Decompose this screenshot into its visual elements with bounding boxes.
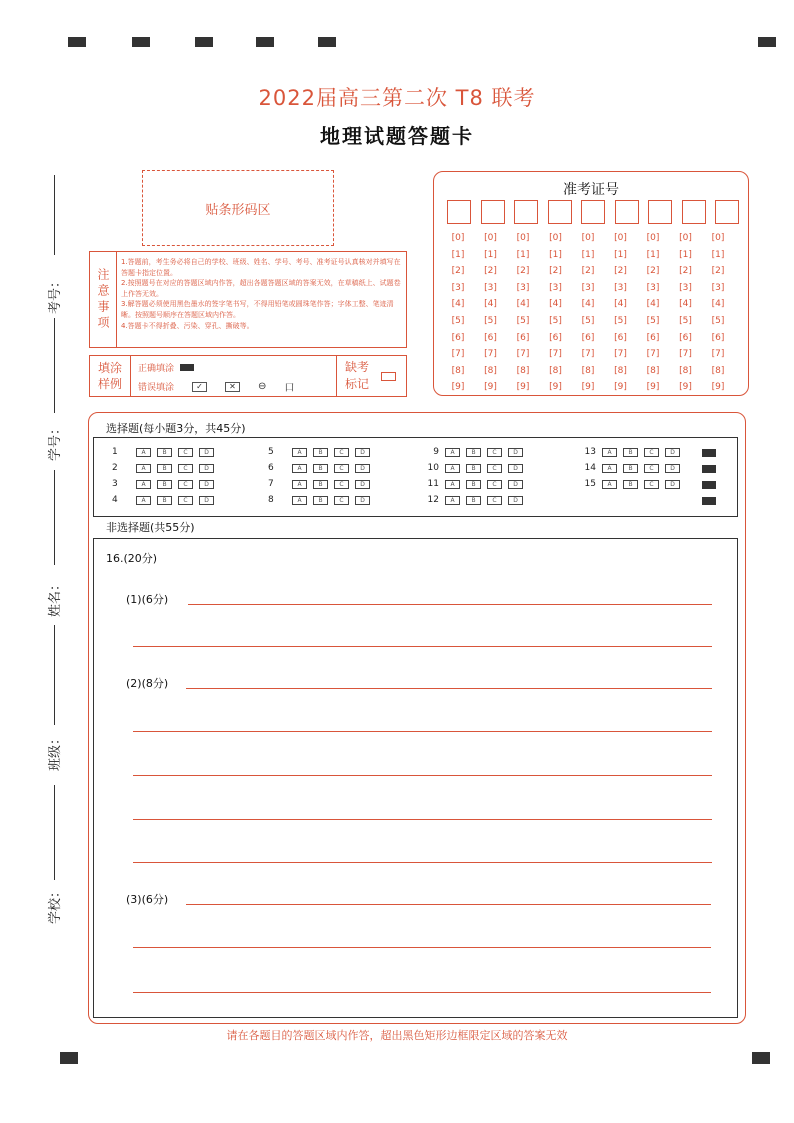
side-label-xuexiao: 学校： [48,884,64,925]
exam-id-digit[interactable]: [6] [549,332,562,343]
exam-id-digit[interactable]: [7] [451,349,465,360]
exam-id-digit[interactable]: [8] [516,365,530,376]
exam-id-digit[interactable]: [1] [484,249,497,260]
fill-example-heading-text: 填涂样例 [97,361,122,391]
option-bubble[interactable]: A [602,480,617,489]
exam-id-digit[interactable]: [2] [451,266,465,277]
exam-id-digit[interactable]: [7] [581,349,595,360]
timing-mark [256,37,274,47]
option-bubble[interactable]: D [355,480,370,489]
question-number: 7 [268,479,274,489]
option-bubble[interactable]: C [644,464,659,473]
exam-id-digit[interactable]: [7] [679,349,692,360]
option-bubble[interactable]: B [313,480,328,489]
exam-id-digit[interactable]: [3] [581,282,595,293]
exam-id-digit[interactable]: [0] [549,233,562,243]
choice-question [112,463,214,473]
exam-id-digit-column [479,230,503,396]
option-bubble[interactable]: C [487,448,502,457]
option-bubble[interactable]: A [602,448,617,457]
side-line [54,175,55,255]
exam-id-digit[interactable]: [1] [581,249,595,260]
exam-id-digit[interactable]: [7] [614,349,627,360]
fill-example-box [89,355,407,397]
answer-line[interactable] [133,947,711,948]
exam-id-digit[interactable]: [8] [614,365,627,376]
option-bubble[interactable]: A [136,448,151,457]
choice-question [268,479,370,489]
option-bubble[interactable]: A [292,496,307,505]
answer-line[interactable] [133,775,712,776]
exam-id-digit[interactable]: [3] [711,282,725,293]
timing-mark [702,449,716,457]
id-cell[interactable] [514,200,538,224]
barcode-area [142,170,334,246]
exam-id-digit[interactable]: [0] [581,233,595,243]
id-cell[interactable] [648,200,672,224]
exam-id-digit[interactable]: [9] [516,382,530,393]
part-3-label: (3)(6分) [126,893,169,906]
exam-id-digit-column [511,230,535,396]
question-number: 3 [112,479,118,489]
notes-heading [90,252,117,347]
note-item: 1.答题前，考生务必将自己的学校、班级、姓名、学号、考号、准考证号认真核对并填写在答题卡指定位置。 [121,258,401,277]
wrong-mark-check: ✓ [192,382,207,392]
exam-id-digit-column [706,230,730,396]
option-bubble[interactable]: C [334,464,349,473]
option-bubble[interactable]: D [199,464,214,473]
exam-id-digit[interactable]: [0] [484,233,497,243]
choice-question [268,447,370,457]
exam-id-digit[interactable]: [0] [451,233,465,243]
exam-id-digit[interactable]: [4] [679,299,692,310]
exam-id-digit[interactable]: [0] [711,233,725,243]
option-bubble[interactable]: D [508,464,523,473]
question-number: 15 [584,479,596,489]
option-bubble[interactable]: D [355,448,370,457]
option-bubble[interactable]: D [508,480,523,489]
option-bubble[interactable]: B [466,480,481,489]
side-line [54,318,55,413]
option-bubble[interactable]: A [292,480,307,489]
side-line [54,625,55,725]
option-bubble[interactable]: A [292,464,307,473]
question-number: 10 [427,463,439,473]
exam-id-digit[interactable]: [8] [581,365,595,376]
option-bubble[interactable]: D [355,496,370,505]
exam-id-digit[interactable]: [4] [581,299,595,310]
choice-question [268,463,370,473]
exam-id-digit[interactable]: [2] [711,266,725,277]
option-bubble[interactable]: A [445,496,460,505]
timing-mark [702,465,716,473]
exam-id-digit[interactable]: [5] [581,315,595,326]
choice-question [425,447,523,457]
choice-title: 选择题(每小题3分，共45分) [106,422,246,435]
question-number: 9 [433,447,439,457]
timing-mark [195,37,213,47]
exam-id-digit[interactable]: [4] [614,299,627,310]
exam-id-digit[interactable]: [5] [484,315,497,326]
absent-label: 缺考标记 [345,360,370,391]
exam-id-digit[interactable]: [5] [679,315,692,326]
exam-id-digit[interactable]: [1] [516,249,530,260]
side-label-xuehao: 学号： [48,421,64,462]
option-bubble[interactable]: D [199,496,214,505]
exam-id-digit[interactable]: [0] [614,233,627,243]
timing-mark [758,37,776,47]
exam-id-digit[interactable]: [9] [679,382,692,393]
correct-fill [138,361,194,374]
option-bubble[interactable]: C [644,480,659,489]
exam-id-digit[interactable]: [4] [484,299,497,310]
wrong-mark-square: 口 [284,383,295,394]
side-label-banji: 班级： [48,731,64,772]
option-bubble[interactable]: B [313,464,328,473]
timing-mark [702,497,716,505]
absent-checkbox[interactable] [381,372,396,381]
option-bubble[interactable]: C [487,464,502,473]
exam-id-digit[interactable]: [9] [646,382,660,393]
timing-mark [60,1052,78,1064]
absent-mark-area [336,356,405,396]
exam-id-digit[interactable]: [6] [581,332,595,343]
exam-id-digit[interactable]: [8] [451,365,465,376]
exam-id-digit[interactable]: [6] [679,332,692,343]
exam-id-digit[interactable]: [0] [646,233,660,243]
answer-line[interactable] [133,819,712,820]
exam-id-digit[interactable]: [8] [549,365,562,376]
exam-id-digit[interactable]: [2] [614,266,627,277]
id-cell[interactable] [447,200,471,224]
question-number: 5 [268,447,274,457]
question-number: 4 [112,495,118,505]
answer-line[interactable] [186,904,711,905]
option-bubble[interactable]: B [466,448,481,457]
notes-list [121,257,401,331]
option-bubble[interactable]: A [445,464,460,473]
option-bubble[interactable]: B [313,448,328,457]
exam-id-digit[interactable]: [6] [614,332,627,343]
answer-line[interactable] [133,646,712,647]
choice-question [112,447,214,457]
option-bubble[interactable]: B [157,448,172,457]
option-bubble[interactable]: D [665,448,680,457]
note-item: 4.答题卡不得折叠、污染、穿孔、撕破等。 [121,321,254,330]
exam-id-digit[interactable]: [1] [679,249,692,260]
exam-id-digit-column [609,230,633,396]
exam-id-digit[interactable]: [3] [451,282,465,293]
option-bubble[interactable]: B [623,448,638,457]
exam-id-digit[interactable]: [9] [549,382,562,393]
exam-id-digit[interactable]: [6] [516,332,530,343]
answer-line[interactable] [133,992,711,993]
timing-mark [68,37,86,47]
wrong-fill-label: 错误填涂 [138,383,175,393]
id-cell[interactable] [615,200,639,224]
note-item: 3.解答题必须使用黑色墨水的签字笔书写，不得用铅笔或圆珠笔作答；字体工整、笔迹清晰。按照题号顺序在答题区域内作答。 [121,300,394,319]
answer-line[interactable] [133,862,712,863]
choice-question [425,495,523,505]
wrong-mark-cross: ✕ [225,382,240,392]
part-1-label: (1)(6分) [126,593,169,606]
option-bubble[interactable]: A [602,464,617,473]
notes-heading-text: 注意事项 [96,267,110,332]
exam-id-digit[interactable]: [5] [549,315,562,326]
option-bubble[interactable]: C [487,480,502,489]
option-bubble[interactable]: C [178,464,193,473]
exam-id-digit[interactable]: [7] [484,349,497,360]
choice-question [425,463,523,473]
option-bubble[interactable]: C [178,448,193,457]
exam-id-digit[interactable]: [1] [549,249,562,260]
timing-mark [752,1052,770,1064]
exam-id-digit[interactable]: [4] [516,299,530,310]
exam-id-digit[interactable]: [8] [711,365,725,376]
exam-id-digit[interactable]: [9] [614,382,627,393]
option-bubble[interactable]: A [136,464,151,473]
option-bubble[interactable]: A [445,448,460,457]
exam-id-digit[interactable]: [2] [549,266,562,277]
question-number: 6 [268,463,274,473]
exam-id-digit-column [544,230,568,396]
exam-id-digit[interactable]: [7] [646,349,660,360]
option-bubble[interactable]: B [313,496,328,505]
essay-title: 非选择题(共55分) [106,521,195,534]
id-cell[interactable] [481,200,505,224]
id-cell[interactable] [581,200,605,224]
exam-id-digit[interactable]: [7] [549,349,562,360]
option-bubble[interactable]: B [623,464,638,473]
exam-title: 2022届高三第二次 T8 联考 [258,86,536,110]
exam-id-digit[interactable]: [5] [711,315,725,326]
exam-id-digit-column [641,230,665,396]
id-cell[interactable] [682,200,706,224]
question-number: 8 [268,495,274,505]
exam-id-digit[interactable]: [6] [451,332,465,343]
option-bubble[interactable]: A [136,480,151,489]
exam-id-digit-column [446,230,470,396]
notes-box [89,251,407,348]
exam-id-digit[interactable]: [3] [484,282,497,293]
option-bubble[interactable]: C [334,496,349,505]
answer-line[interactable] [188,604,712,605]
timing-mark [318,37,336,47]
wrong-mark-circle: ⊖ [258,381,267,392]
exam-id-digit[interactable]: [9] [711,382,725,393]
option-bubble[interactable]: C [334,448,349,457]
exam-id-digit[interactable]: [5] [614,315,627,326]
exam-id-digit[interactable]: [5] [646,315,660,326]
option-bubble[interactable]: A [136,496,151,505]
exam-id-digit[interactable]: [2] [484,266,497,277]
exam-id-digit[interactable]: [2] [516,266,530,277]
side-label-kaohao: 考号： [48,274,64,315]
option-bubble[interactable]: A [292,448,307,457]
essay-box [93,538,738,1018]
id-cell[interactable] [548,200,572,224]
option-bubble[interactable]: D [508,448,523,457]
exam-id-digit[interactable]: [5] [516,315,530,326]
exam-id-digit[interactable]: [3] [614,282,627,293]
question-number: 2 [112,463,118,473]
question-number: 12 [427,495,439,505]
option-bubble[interactable]: B [157,480,172,489]
note-item: 2.按照题号在对应的答题区域内作答，超出各题答题区域的答案无效，在草稿纸上、试题卷上作答无效。 [121,279,401,298]
exam-id-digit[interactable]: [4] [451,299,465,310]
exam-id-digit[interactable]: [8] [646,365,660,376]
option-bubble[interactable]: C [178,496,193,505]
choice-question [582,447,680,457]
barcode-label: 贴条形码区 [205,202,271,218]
option-bubble[interactable]: B [466,496,481,505]
option-bubble[interactable]: A [445,480,460,489]
option-bubble[interactable]: D [665,480,680,489]
exam-id-digit[interactable]: [5] [451,315,465,326]
exam-id-digit[interactable]: [3] [549,282,562,293]
question-16-label: 16.(20分) [106,552,158,565]
question-number: 13 [584,447,596,457]
card-title: 地理试题答题卡 [320,124,474,148]
choice-question [582,479,680,489]
exam-id-title: 准考证号 [563,182,619,198]
option-bubble[interactable]: B [157,464,172,473]
fill-example-heading [90,356,131,396]
answer-line[interactable] [133,731,712,732]
answer-line[interactable] [186,688,712,689]
choice-question [582,463,680,473]
exam-id-digit[interactable]: [7] [711,349,725,360]
side-line [54,785,55,880]
exam-id-digit[interactable]: [6] [646,332,660,343]
exam-id-digit-column [674,230,698,396]
choice-question [112,479,214,489]
option-bubble[interactable]: D [199,448,214,457]
question-number: 14 [584,463,596,473]
exam-id-box [433,171,749,396]
option-bubble[interactable]: B [157,496,172,505]
part-2-label: (2)(8分) [126,677,169,690]
option-bubble[interactable]: D [199,480,214,489]
exam-id-digit[interactable]: [9] [581,382,595,393]
exam-id-cells [447,200,739,224]
exam-id-digit[interactable]: [1] [711,249,725,260]
exam-id-digit[interactable]: [0] [679,233,692,243]
side-line [54,470,55,565]
exam-id-digit[interactable]: [6] [711,332,725,343]
exam-id-digit[interactable]: [2] [581,266,595,277]
option-bubble[interactable]: D [355,464,370,473]
id-cell[interactable] [715,200,739,224]
timing-mark [702,481,716,489]
exam-id-digit[interactable]: [4] [549,299,562,310]
option-bubble[interactable]: C [334,480,349,489]
exam-id-digit[interactable]: [3] [516,282,530,293]
exam-id-digit-column [576,230,600,396]
exam-id-digit[interactable]: [4] [711,299,725,310]
exam-id-digit[interactable]: [9] [451,382,465,393]
exam-id-digit[interactable]: [6] [484,332,497,343]
exam-id-digit[interactable]: [1] [646,249,660,260]
choice-question [425,479,523,489]
timing-mark [132,37,150,47]
exam-id-digit[interactable]: [9] [484,382,497,393]
exam-id-digit[interactable]: [3] [646,282,660,293]
exam-id-digit[interactable]: [8] [679,365,692,376]
question-number: 1 [112,447,118,457]
option-bubble[interactable]: C [487,496,502,505]
question-number: 11 [427,479,439,489]
choice-question [268,495,370,505]
exam-id-digit[interactable]: [1] [451,249,465,260]
option-bubble[interactable]: B [466,464,481,473]
exam-id-digit[interactable]: [8] [484,365,497,376]
choice-question [112,495,214,505]
option-bubble[interactable]: C [178,480,193,489]
exam-id-digit[interactable]: [1] [614,249,627,260]
side-label-xingming: 姓名： [48,577,64,618]
correct-fill-mark [180,364,194,371]
option-bubble[interactable]: B [623,480,638,489]
exam-id-digit[interactable]: [0] [516,233,530,243]
wrong-fill [138,379,294,394]
exam-id-digit[interactable]: [4] [646,299,660,310]
correct-fill-label: 正确填涂 [138,364,175,374]
exam-id-digit[interactable]: [7] [516,349,530,360]
option-bubble[interactable]: C [644,448,659,457]
footer-note: 请在各题目的答题区域内作答，超出黑色矩形边框限定区域的答案无效 [226,1029,568,1042]
exam-id-digit[interactable]: [2] [679,266,692,277]
option-bubble[interactable]: D [508,496,523,505]
exam-id-digit[interactable]: [3] [679,282,692,293]
exam-id-digit[interactable]: [2] [646,266,660,277]
option-bubble[interactable]: D [665,464,680,473]
